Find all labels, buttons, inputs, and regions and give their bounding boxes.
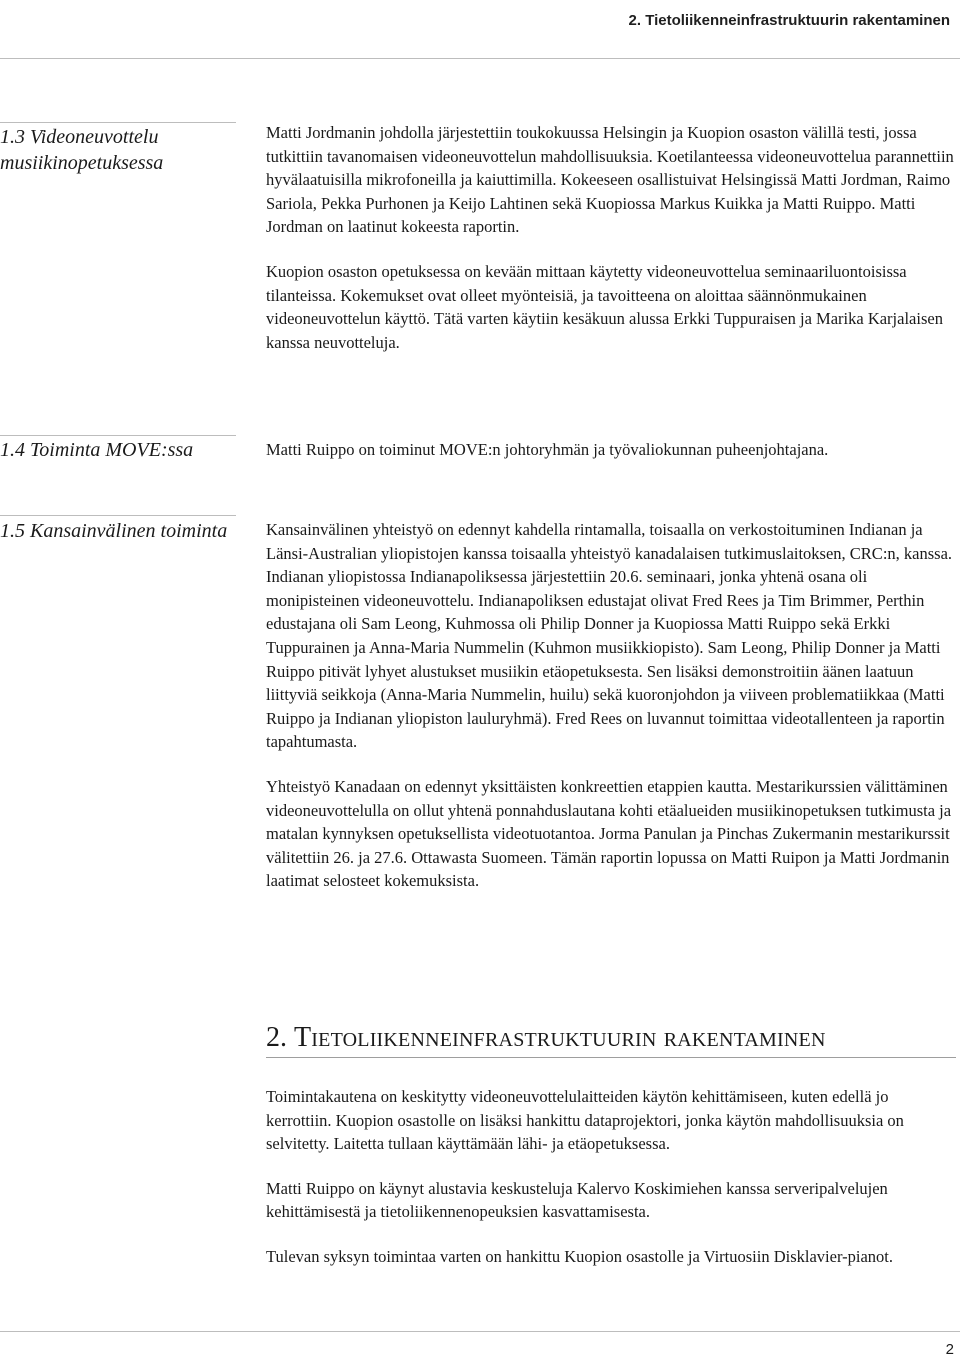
footer-divider — [0, 1331, 960, 1332]
section-1-3-body — [266, 121, 956, 354]
section-1-3-rule — [0, 122, 236, 123]
section-1-4-rule — [0, 435, 236, 436]
section-1-5-title: 1.5 Kansainvälinen toiminta — [0, 520, 228, 542]
section-1-4-paragraph-1: Matti Ruippo on toiminut MOVE:n johtoryhmän ja työvaliokunnan puheenjohtajana. — [266, 440, 829, 459]
chapter-2-body — [266, 1085, 956, 1269]
chapter-2-number: 2. — [266, 1022, 287, 1053]
chapter-2-paragraph-2: Matti Ruippo on käynyt alustavia keskusteluja Kalervo Koskimiehen kanssa serveripalvelujen kehittämisestä ja tietoliikennenopeuksien kasvattamisesta. — [266, 1178, 888, 1222]
section-1-5-paragraph-2: Yhteistyö Kanadaan on edennyt yksittäisten konkreettien etappien kautta. Mestarikurssien välittäminen videoneuvottelulla on ollut yhtenä ponnahduslautana kohti etäalueiden musiikinopetuksen tutkimusta ja matalan kynnyksen opetuksellista videotuotantoa. Jorma Panulan ja Pinchas Zukermanin mestarikurssit välitettiin 26. ja 27.6. Ottawasta Suomeen. Tämän raportin lopussa on Matti Ruipon ja Matti Jordmanin laatimat selosteet kokemuksista. — [266, 776, 952, 891]
section-1-4-title: 1.4 Toiminta MOVE:ssa — [0, 439, 194, 461]
section-1-5-rule — [0, 515, 236, 516]
chapter-2-title: Tietoliikenneinfrastruktuurin rakentaminen — [294, 1022, 826, 1053]
chapter-2-paragraph-3: Tulevan syksyn toimintaa varten on hankittu Kuopion osastolle ja Virtuosiin Disklavier-pianot. — [266, 1246, 893, 1266]
running-header: 2. Tietoliikenneinfrastruktuurin rakentaminen — [628, 12, 950, 29]
section-1-5-paragraph-1: Kansainvälinen yhteistyö on edennyt kahdella rintamalla, toisaalla on verkostoituminen Indianan ja Länsi-Australian yliopistojen kanssa toisaalla yhteistyö kanadalaisen tutkimuslaitoksen, CRC:n, kanssa. Indianan yliopistossa Indianapoliksessa järjestettiin 20.6. seminaari, jonka yhtenä osana oli monipisteinen videoneuvottelu. Indianapoliksen edustajat olivat Fred Rees ja Tim Brimmer, Perthin edustajana oli Sam Leong, Kuhmossa oli Philip Donner ja Kuopiossa Matti Ruippo sekä Erkki Tuppurainen ja Anna-Maria Nummelin (Kuhmon musiikkiopisto). Sam Leong, Philip Donner ja Matti Ruippo pitivät lyhyet alustukset musiikin etäopetuksesta. Sen lisäksi demonstroitiin äänen laatuun liittyviä seikkoja (Anna-Maria Nummelin, huilu) sekä kuoronjohdon ja viiveen problematiikkaa (Matti Ruippo ja Indianan yliopiston lauluryhmä). Fred Rees on luvannut toimittaa videotallenteen ja raportin tapahtumasta. — [266, 520, 953, 752]
chapter-2-heading — [266, 1021, 826, 1055]
page-number: 2 — [945, 1341, 954, 1358]
section-1-3-title: 1.3 Videoneuvottelu musiikinopetuksessa — [0, 126, 164, 174]
section-1-5-body — [266, 518, 956, 893]
section-1-4-body — [266, 438, 956, 462]
header-divider — [0, 58, 960, 59]
section-1-3-paragraph-2: Kuopion osaston opetuksessa on kevään mittaan käytetty videoneuvottelua seminaariluontoisissa tilanteissa. Kokemukset ovat olleet myönteisiä, ja tavoitteena on aloittaa säännönmukainen videoneuvottelun käyttö. Tätä varten käytiin kesäkuun alussa Erkki Tuppuraisen ja Marika Karjalaisen kanssa neuvotteluja. — [266, 261, 943, 352]
chapter-2-rule — [266, 1057, 956, 1058]
section-1-3-paragraph-1: Matti Jordmanin johdolla järjestettiin toukokuussa Helsingin ja Kuopion osaston välillä testi, jossa tutkittiin tavanomaisen videoneuvottelun mahdollisuuksia. Koetilanteessa videoneuvottelua parannettiin hyvälaatuisilla mikrofoneilla ja kaiuttimilla. Kokeeseen osallistuivat Helsingissä Matti Jordman, Raimo Sariola, Pekka Purhonen ja Keijo Lahtinen sekä Kuopiossa Markus Kuikka ja Matti Ruippo. Matti Jordman on laatinut kokeesta raportin. — [266, 123, 954, 237]
chapter-2-paragraph-1: Toimintakautena on keskitytty videoneuvottelulaitteiden käytön kehittämiseen, kuten edellä jo kerrottiin. Kuopion osastolle on lisäksi hankittu dataprojektori, jonka käytön mahdollisuuksia on selvitetty. Laitetta tullaan käyttämään lähi- ja etäopetuksessa. — [266, 1087, 904, 1154]
